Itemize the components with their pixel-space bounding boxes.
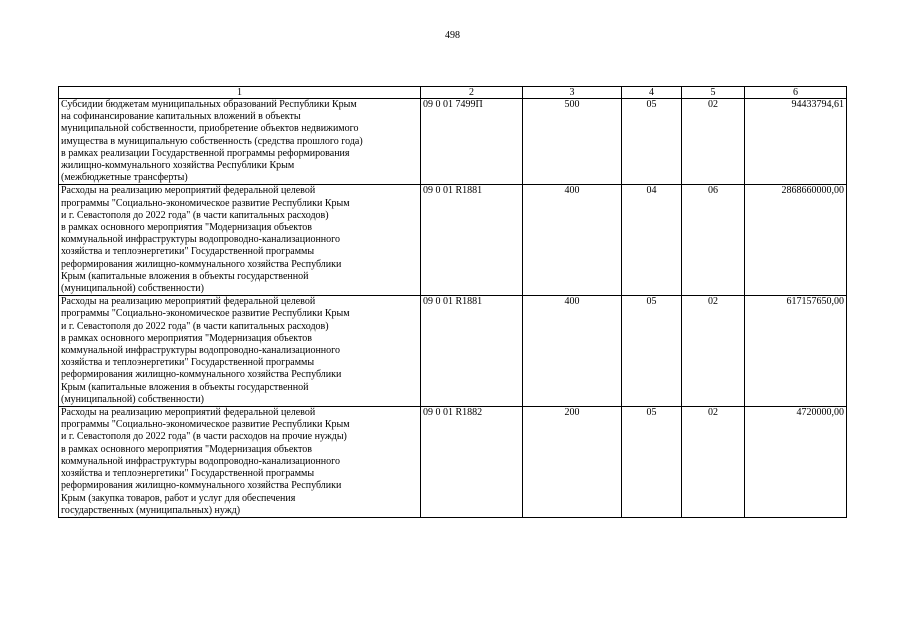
description-line: и г. Севастополя до 2022 года" (в части расходов на прочие нужды) <box>61 431 347 443</box>
row-budget-code: 09 0 01 7499П <box>421 99 523 185</box>
description-line: программы "Социально-экономическое развитие Республики Крым <box>61 419 350 431</box>
description-line: в рамках основного мероприятия "Модернизация объектов <box>61 332 312 344</box>
description-line: реформирования жилищно-коммунального хозяйства Республики <box>61 258 342 270</box>
description-line: коммунальной инфраструктуры водопроводно-канализационного <box>61 234 341 246</box>
description-line: хозяйства и теплоэнергетики" Государственной программы <box>61 468 315 480</box>
table-row <box>59 185 847 296</box>
description-line: и г. Севастополя до 2022 года" (в части капитальных расходов) <box>61 209 329 221</box>
description-line: Расходы на реализацию мероприятий федеральной целевой <box>61 296 316 308</box>
description-line: программы "Социально-экономическое развитие Республики Крым <box>61 197 350 209</box>
page-number: 498 <box>445 30 460 41</box>
row-expense-type: 400 <box>523 296 622 407</box>
row-section: 05 <box>622 99 682 185</box>
row-amount: 2868660000,00 <box>745 185 847 296</box>
description-line: Субсидии бюджетам муниципальных образований Республики Крым <box>61 99 357 110</box>
description-line: Крым (капитальные вложения в объекты государственной <box>61 381 309 393</box>
description-line: государственных (муниципальных) нужд) <box>61 504 241 516</box>
description-line: в рамках основного мероприятия "Модернизация объектов <box>61 222 312 234</box>
table-row <box>59 296 847 407</box>
description-line: хозяйства и теплоэнергетики" Государственной программы <box>61 357 315 369</box>
description-line: в рамках основного мероприятия "Модернизация объектов <box>61 443 312 455</box>
description-line: на софинансирование капитальных вложений в объекты <box>61 111 301 123</box>
description-line: (межбюджетные трансферты) <box>61 172 188 184</box>
row-subsection: 02 <box>682 296 745 407</box>
description-line: (муниципальной) собственности) <box>61 393 204 405</box>
row-description <box>59 99 421 185</box>
row-section: 05 <box>622 296 682 407</box>
header-col-3: 3 <box>523 87 622 99</box>
row-subsection: 02 <box>682 407 745 518</box>
description-line: (муниципальной) собственности) <box>61 283 204 295</box>
description-line: в рамках реализации Государственной программы реформирования <box>61 147 350 159</box>
table-row <box>59 99 847 185</box>
header-row <box>59 87 847 99</box>
table-row <box>59 407 847 518</box>
description-line: жилищно-коммунального хозяйства Республики Крым <box>61 160 295 172</box>
row-subsection: 06 <box>682 185 745 296</box>
description-line: муниципальной собственности, приобретение объектов недвижимого <box>61 123 359 135</box>
header-col-1: 1 <box>59 87 421 99</box>
description-line: Крым (закупка товаров, работ и услуг для обеспечения <box>61 492 296 504</box>
description-line: реформирования жилищно-коммунального хозяйства Республики <box>61 369 342 381</box>
header-col-4: 4 <box>622 87 682 99</box>
row-section: 05 <box>622 407 682 518</box>
row-amount: 4720000,00 <box>745 407 847 518</box>
description-line: коммунальной инфраструктуры водопроводно-канализационного <box>61 455 341 467</box>
header-col-5: 5 <box>682 87 745 99</box>
header-col-6: 6 <box>745 87 847 99</box>
description-line: хозяйства и теплоэнергетики" Государственной программы <box>61 246 315 258</box>
row-budget-code: 09 0 01 R1882 <box>421 407 523 518</box>
description-line: и г. Севастополя до 2022 года" (в части капитальных расходов) <box>61 320 329 332</box>
row-description <box>59 185 421 296</box>
row-expense-type: 500 <box>523 99 622 185</box>
description-line: реформирования жилищно-коммунального хозяйства Республики <box>61 480 342 492</box>
budget-table <box>58 86 847 518</box>
row-amount: 94433794,61 <box>745 99 847 185</box>
row-budget-code: 09 0 01 R1881 <box>421 296 523 407</box>
row-amount: 617157650,00 <box>745 296 847 407</box>
description-line: Расходы на реализацию мероприятий федеральной целевой <box>61 407 316 419</box>
row-subsection: 02 <box>682 99 745 185</box>
description-line: имущества в муниципальную собственность (средства прошлого года) <box>61 135 363 147</box>
row-expense-type: 400 <box>523 185 622 296</box>
description-line: программы "Социально-экономическое развитие Республики Крым <box>61 308 350 320</box>
description-line: Расходы на реализацию мероприятий федеральной целевой <box>61 185 316 197</box>
row-description <box>59 296 421 407</box>
header-col-2: 2 <box>421 87 523 99</box>
row-budget-code: 09 0 01 R1881 <box>421 185 523 296</box>
row-expense-type: 200 <box>523 407 622 518</box>
description-line: коммунальной инфраструктуры водопроводно-канализационного <box>61 345 341 357</box>
row-description <box>59 407 421 518</box>
description-line: Крым (капитальные вложения в объекты государственной <box>61 270 309 282</box>
row-section: 04 <box>622 185 682 296</box>
